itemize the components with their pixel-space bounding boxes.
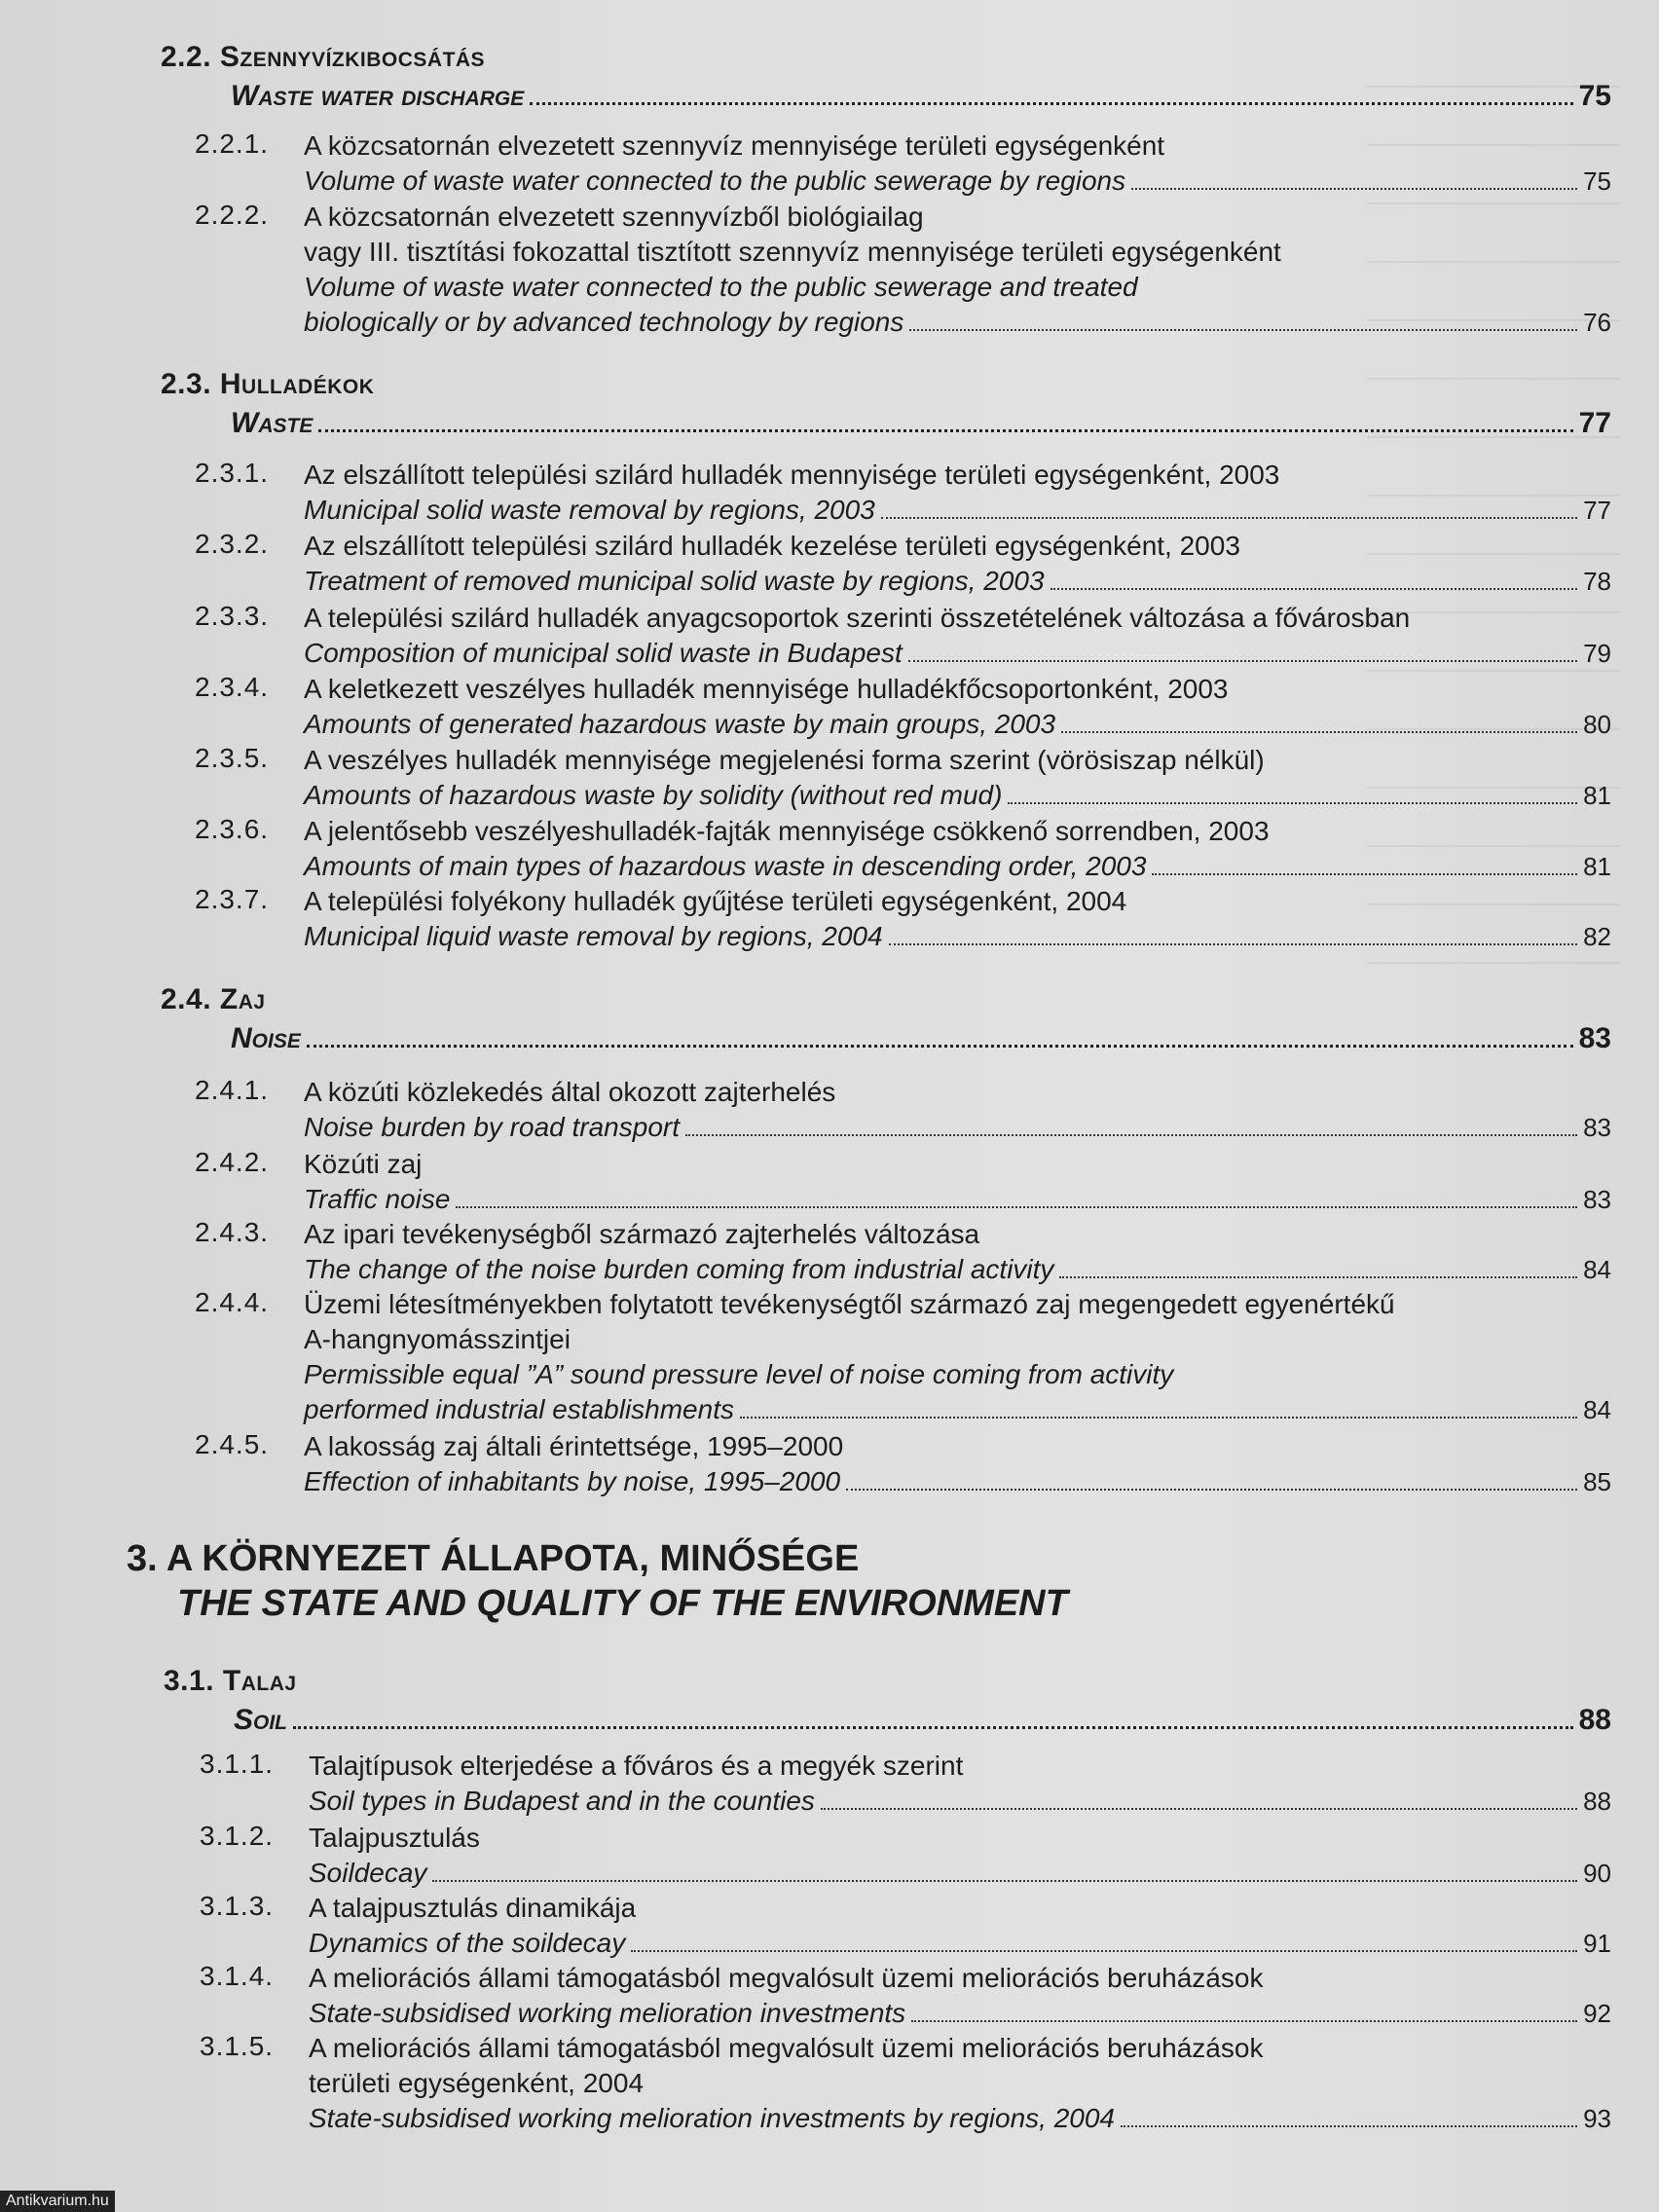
entry-title-hu: Az elszállított települési szilárd hulladék kezelése területi egységenként, 2003 [304,531,1240,561]
entry-page-number[interactable]: 88 [1583,1787,1611,1816]
entry-number: 2.3.1. [195,458,270,488]
section-3-1 [164,1665,1611,1737]
section-title-hu-text: Talaj [222,1665,297,1697]
entry-page-number[interactable]: 85 [1583,1467,1611,1496]
entry-title-hu: A-hangnyomásszintjei [304,1324,571,1354]
entry-title-hu: A közcsatornán elvezetett szennyvízből biológiailag [304,202,924,232]
entry-number: 2.3.7. [195,884,270,914]
entry-page-number[interactable]: 93 [1583,2104,1611,2133]
entry-title-en [309,2101,1611,2136]
entry-title-hu: A jelentősebb veszélyeshulladék-fajták mennyisége csökkenő sorrendben, 2003 [304,816,1270,846]
toc-entry[interactable] [195,884,1611,954]
entry-text [304,529,1611,599]
section-title-hu [161,41,1611,74]
section-number: 2.3. [161,368,220,400]
entry-page-number[interactable]: 82 [1583,922,1611,951]
section-2-4 [161,983,1611,1055]
section-title-en [161,1022,1611,1055]
dot-leader [293,1726,1573,1729]
section-title-hu [161,983,1611,1016]
entry-page-number[interactable]: 91 [1583,1929,1611,1958]
toc-entry[interactable] [195,672,1611,742]
entry-title-en [309,1926,1611,1961]
entry-title-en [304,707,1611,742]
entry-page-number[interactable]: 90 [1583,1859,1611,1888]
toc-entry[interactable] [195,200,1611,340]
toc-entry[interactable] [195,743,1611,813]
entry-number: 2.3.6. [195,814,270,844]
entry-title-hu: A közcsatornán elvezetett szennyvíz mennyisége területi egységenként [304,130,1165,161]
toc-entry[interactable] [195,1217,1611,1287]
dot-leader [685,1134,1577,1136]
entry-title-en [304,270,1611,305]
entry-title-en [304,1110,1611,1145]
toc-entry[interactable] [200,1891,1611,1961]
entry-title-en-text: State-subsidised working melioration investments by regions, 2004 [309,2103,1115,2133]
toc-entry[interactable] [195,814,1611,884]
entry-title-hu: A talajpusztulás dinamikája [309,1893,637,1923]
dot-leader [909,329,1577,331]
dot-leader [530,102,1572,105]
toc-entry[interactable] [195,1075,1611,1145]
entry-text [304,1217,1611,1287]
section-title-en-text: Waste water discharge [231,80,525,112]
section-page-number[interactable]: 77 [1578,407,1611,439]
entry-title-hu: A meliorációs állami támogatásból megvalósult üzemi meliorációs beruházások [309,1963,1264,1993]
dot-leader [740,1417,1577,1419]
dot-leader [631,1950,1577,1952]
entry-title-hu: A keletkezett veszélyes hulladék mennyisége hulladékfőcsoportonként, 2003 [304,674,1229,704]
entry-title-hu: vagy III. tisztítási fokozattal tisztított szennyvíz mennyisége területi egységenként [304,237,1281,267]
entry-title-hu: A meliorációs állami támogatásból megvalósult üzemi meliorációs beruházások [309,2033,1264,2063]
entry-title-en [304,164,1611,199]
entry-title-hu: területi egységenként, 2004 [309,2068,645,2098]
entry-title-en-text: Permissible equal ”A” sound pressure level of noise coming from activity [304,1359,1174,1389]
toc-entry[interactable] [200,1961,1611,2031]
entry-title-en [304,1464,1611,1499]
section-title-hu-text: Zaj [219,983,266,1015]
entry-title-en [304,778,1611,813]
dot-leader [889,943,1578,945]
entry-text [304,743,1611,813]
dot-leader [821,1808,1577,1810]
entry-page-number[interactable]: 84 [1583,1255,1611,1284]
entry-title-hu: A települési szilárd hulladék anyagcsoportok szerinti összetételének változása a fővárosban [304,603,1411,633]
entry-title-en-text: State-subsidised working melioration investments [309,1998,906,2028]
entry-title-en-text: Soil types in Budapest and in the counties [309,1786,815,1816]
dot-leader [432,1880,1577,1882]
section-title-en-text: Waste [231,407,313,439]
entry-title-en-text: Amounts of main types of hazardous waste in descending order, 2003 [304,851,1147,881]
entry-number: 2.4.2. [195,1147,270,1177]
entry-page-number[interactable]: 79 [1583,639,1611,668]
entry-number: 2.4.5. [195,1429,270,1459]
entry-text [309,1749,1611,1819]
entry-page-number[interactable]: 76 [1583,308,1611,337]
section-page-number[interactable]: 75 [1578,80,1611,112]
section-title-en-text: Soil [234,1704,288,1736]
entry-title-hu: Talajpusztulás [309,1823,480,1853]
chapter-title-hu: 3. A KÖRNYEZET ÁLLAPOTA, MINŐSÉGE [127,1538,860,1579]
entry-page-number[interactable]: 75 [1583,166,1611,196]
entry-number: 3.1.5. [200,2031,275,2061]
entry-title-hu: Talajtípusok elterjedése a főváros és a megyék szerint [309,1751,964,1781]
entry-title-en-text: Composition of municipal solid waste in Budapest [304,638,903,668]
dot-leader [1061,731,1577,733]
entry-title-hu: A lakosság zaj általi érintettsége, 1995–2000 [304,1431,844,1461]
entry-title-en-text: Dynamics of the soildecay [309,1928,626,1958]
dot-leader [307,1045,1573,1048]
entry-title-en-text: Municipal solid waste removal by regions, 2003 [304,495,875,525]
entry-title-en [309,1996,1611,2031]
entry-title-en [304,1252,1611,1287]
entry-number: 2.4.1. [195,1075,270,1105]
entry-page-number[interactable]: 83 [1583,1185,1611,1214]
entry-number: 2.3.2. [195,529,270,559]
entry-text [304,129,1611,199]
toc-entry[interactable] [200,1821,1611,1891]
entry-text [304,458,1611,528]
dot-leader [908,660,1577,662]
entry-title-hu: Az ipari tevékenységből származó zajterhelés változása [304,1219,980,1249]
dot-leader [1051,588,1578,590]
entry-title-en-text: biologically or by advanced technology by regions [304,307,904,337]
entry-title-hu: A veszélyes hulladék mennyisége megjelenési forma szerint (vörösiszap nélkül) [304,745,1265,775]
dot-leader [1131,188,1577,190]
entry-page-number[interactable]: 84 [1583,1395,1611,1424]
entry-title-en [304,1357,1611,1392]
entry-title-en-text: Amounts of hazardous waste by solidity (without red mud) [304,780,1003,810]
entry-page-number[interactable]: 80 [1583,710,1611,739]
entry-title-en-text: performed industrial establishments [304,1394,734,1424]
entry-title-en-text: The change of the noise burden coming from industrial activity [304,1254,1054,1284]
entry-text [309,1821,1611,1891]
section-title-hu-text: Hulladékok [219,368,375,400]
entry-title-en-text: Treatment of removed municipal solid waste by regions, 2003 [304,566,1045,596]
entry-title-en [304,1182,1611,1217]
entry-title-en-text: Effection of inhabitants by noise, 1995–2000 [304,1466,841,1496]
entry-title-en-text: Municipal liquid waste removal by regions, 2004 [304,921,883,951]
entry-title-en [304,1392,1611,1427]
toc-entry[interactable] [195,529,1611,599]
entry-number: 3.1.4. [200,1961,275,1991]
entry-number: 2.3.4. [195,672,270,702]
entry-text [304,672,1611,742]
entry-text [304,884,1611,954]
entry-text [304,601,1611,671]
entry-title-en [304,636,1611,671]
toc-entry[interactable] [195,129,1611,199]
entry-title-hu: Közúti zaj [304,1149,423,1179]
section-title-en [161,407,1611,440]
toc-entry[interactable] [195,458,1611,528]
section-page-number[interactable]: 88 [1578,1704,1611,1736]
watermark: Antikvarium.hu [0,2191,115,2212]
toc-entry[interactable] [195,1429,1611,1499]
toc-entry[interactable] [200,2031,1611,2136]
entry-title-en [309,1856,1611,1891]
toc-entry[interactable] [195,1147,1611,1217]
entry-page-number[interactable]: 92 [1583,1999,1611,2028]
dot-leader [911,2020,1577,2022]
entry-page-number[interactable]: 81 [1583,852,1611,881]
entry-title-en-text: Amounts of generated hazardous waste by main groups, 2003 [304,709,1056,739]
entry-title-en [304,564,1611,599]
section-number: 2.4. [161,983,220,1015]
section-number: 3.1. [164,1665,223,1697]
entry-title-en-text: Volume of waste water connected to the public sewerage and treated [304,272,1138,302]
toc-entry[interactable] [200,1749,1611,1819]
entry-title-hu: A közúti közlekedés által okozott zajterhelés [304,1077,836,1107]
toc-entry[interactable] [195,1287,1611,1427]
entry-text [304,200,1611,340]
entry-title-hu: Üzemi létesítményekben folytatott tevékenységtől származó zaj megengedett egyenértékű [304,1289,1395,1319]
entry-text [309,1961,1611,2031]
dot-leader [456,1206,1577,1208]
dot-leader [846,1489,1577,1491]
entry-title-en-text: Soildecay [309,1858,427,1888]
entry-text [304,1147,1611,1217]
dot-leader [881,517,1577,519]
entry-title-en [304,305,1611,340]
section-title-en-text: Noise [231,1022,301,1054]
entry-text [304,1287,1611,1427]
entry-number: 2.4.3. [195,1217,270,1247]
entry-title-en [304,493,1611,528]
toc-entry[interactable] [195,601,1611,671]
entry-text [309,1891,1611,1961]
entry-number: 3.1.2. [200,1821,275,1851]
section-title-en [164,1704,1611,1737]
entry-text [304,814,1611,884]
section-title-en [161,80,1611,113]
entry-text [304,1429,1611,1499]
entry-number: 2.3.5. [195,743,270,773]
entry-number: 3.1.3. [200,1891,275,1921]
entry-title-en-text: Traffic noise [304,1184,451,1214]
dot-leader [1121,2125,1577,2127]
section-2-3 [161,368,1611,440]
entry-number: 2.3.3. [195,601,270,631]
section-page-number[interactable]: 83 [1578,1022,1611,1054]
section-title-hu-text: Szennyvízkibocsátás [219,41,486,73]
entry-title-en [304,919,1611,954]
entry-text [304,1075,1611,1145]
dot-leader [1008,802,1577,804]
entry-page-number[interactable]: 78 [1583,567,1611,596]
entry-page-number[interactable]: 77 [1583,496,1611,525]
entry-number: 3.1.1. [200,1749,275,1779]
chapter-heading [127,1536,1068,1626]
section-title-hu [164,1665,1611,1698]
entry-title-en-text: Noise burden by road transport [304,1112,680,1142]
entry-title-en [304,849,1611,884]
entry-title-hu: Az elszállított települési szilárd hulladék mennyisége területi egységenként, 2003 [304,460,1280,490]
entry-title-en-text: Volume of waste water connected to the public sewerage by regions [304,166,1126,196]
dot-leader [1152,873,1577,875]
section-number: 2.2. [161,41,220,73]
entry-title-hu: A települési folyékony hulladék gyűjtése területi egységenként, 2004 [304,886,1127,916]
entry-page-number[interactable]: 83 [1583,1113,1611,1142]
entry-number: 2.4.4. [195,1287,270,1317]
entry-text [309,2031,1611,2136]
section-2-2 [161,41,1611,113]
entry-title-en [309,1784,1611,1819]
dot-leader [318,429,1572,432]
entry-number: 2.2.2. [195,200,270,230]
section-title-hu [161,368,1611,401]
dot-leader [1059,1276,1577,1278]
entry-page-number[interactable]: 81 [1583,781,1611,810]
entry-number: 2.2.1. [195,129,270,159]
chapter-title-en: THE STATE AND QUALITY OF THE ENVIRONMENT [177,1583,1068,1624]
